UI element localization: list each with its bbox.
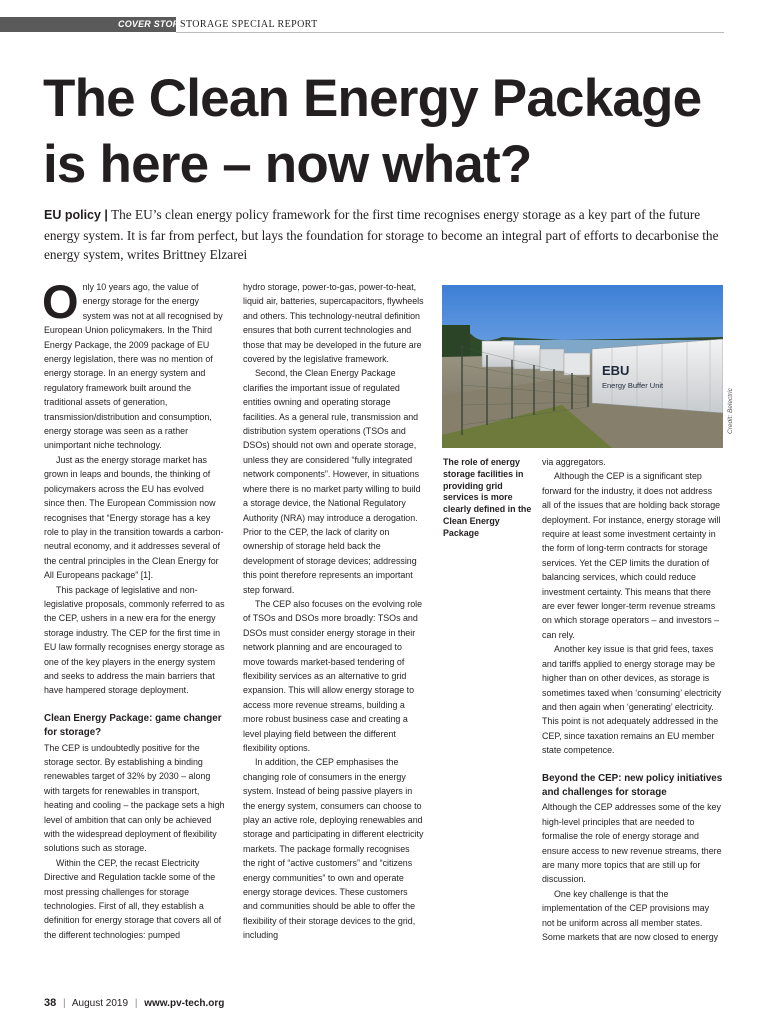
paragraph: Although the CEP addresses some of the key high-level principles that are needed to formalise the role of energy storage and ensure access to new revenue streams, there are many more topics that are still up for discussion. [542, 802, 722, 885]
standfirst-text: The EU’s clean energy policy framework for the first time recognises energy storage as a key part of the future energy system. It is far from perfect, but lays the foundation for storage to become an integral part of efforts to decarbonise the energy system, writes Brittney Elzarei [44, 207, 719, 262]
issue-date: August 2019 [71, 998, 129, 1009]
footer-separator: | [63, 998, 66, 1009]
paragraph: Second, the Clean Energy Package clarifies the important issue of regulated entities owning and operating storage facilities. As a general rule, transmission and distribution system operations (TSOs and DSOs) should not own and operate storage, unless they are considered “fully integrated network components”. However, in situations where there is no market party willing to build a storage device, the National Regulatory Authority (NRA) may introduce a derogation. Prior to the CEP, the lack of clarity on ownership of storage held back the development of storage devices; addressing this point therefore represents an important step forward. [243, 368, 421, 595]
paragraph: One key challenge is that the implementation of the CEP provisions may not be uniform across all member states. Some markets that are now closed to energy [542, 888, 719, 942]
page-footer [44, 997, 224, 1009]
column-1 [42, 275, 225, 942]
paragraph [42, 275, 225, 453]
footer-separator: | [134, 998, 138, 1009]
kicker: EU policy | [44, 208, 108, 222]
column-3 [542, 455, 723, 944]
subheading: Clean Energy Package: game changer for storage? [44, 712, 222, 739]
column-2 [243, 280, 424, 943]
section-title: STORAGE SPECIAL REPORT [180, 19, 318, 30]
drop-cap: O [42, 275, 79, 328]
cover-story-label: COVER STORY [118, 19, 186, 29]
subheading: Beyond the CEP: new policy initiatives and challenges for storage [542, 772, 723, 798]
page-number: 38 [44, 997, 57, 1009]
photo-illustration [442, 285, 723, 448]
ebu-subtitle: Energy Buffer Unit [602, 381, 664, 390]
paragraph: Just as the energy storage market has grown in leaps and bounds, the thinking of policymakers across the EU has evolved since then. The European Commission now recognises that “Energy storage has a key role to play in the transition towards a carbon-neutral economy, and it addresses several of the central principles in the Clean Energy for All Europeans package” [1]. [44, 454, 224, 581]
paragraph: via aggregators. [542, 457, 606, 467]
paragraph: Another key issue is that grid fees, taxes and tariffs applied to energy storage may be higher than on other devices, as storage is sometimes taxed when ‘consuming’ electricity and then again when ‘generating’ electricity. This point is not adequately addressed in the CEP, since taxation remains an EU member state competence. [542, 644, 722, 756]
paragraph-text: nly 10 years ago, the value of energy storage for the energy system was not at all recognised by European Union policymakers. In the Third Energy Package, the 2009 package of EU energy legislation, there was no mention of energy storage. In an energy system and regulatory framework built around the traditional assets of generation, transmission/distribution and consumption, energy storage was seen as a rather unimportant niche technology. [44, 282, 223, 451]
paragraph: The CEP also focuses on the evolving role of TSOs and DSOs more broadly: TSOs and DSOs must consider energy storage in their network planning and are encouraged to move towards market-based tendering of flexibility services as an alternative to grid expansion. This will allow energy storage to access more revenue streams, building a more robust business case and creating a level playing field between the different flexibility options. [243, 598, 423, 753]
title-line-1: The Clean Energy Package [43, 69, 702, 128]
photo-caption: The role of energy storage facilities in providing grid services is more clearly defined in the Clean Energy Package [443, 457, 532, 538]
paragraph: Although the CEP is a significant step forward for the industry, it does not address all of the issues that are holding back storage deployment. For instance, energy storage will require at least some investment certainty in the form of long-term contracts for storage services. Yet the CEP limits the duration of balancing services, which could reduce investment certainty. This means that there are ever fewer longer-term revenue streams on which storage operators – and investors – can rely. [542, 471, 721, 640]
storage-facility-photo [442, 285, 723, 448]
article-title [43, 66, 733, 198]
header-rule [176, 32, 724, 33]
paragraph: Within the CEP, the recast Electricity Directive and Regulation tackle some of the most pressing challenges for storage technologies. First of all, they establish a definition for energy storage that covers all of the different technologies: pumped [44, 857, 222, 940]
ebu-brand: EBU [602, 363, 630, 378]
photo-credit: Credit: Belectric [727, 388, 734, 434]
paragraph: The CEP is undoubtedly positive for the storage sector. By establishing a binding renewables target of 32% by 2030 – along with targets for renewables in transport, heating and cooling – the package sets a high level of ambition that can only be achieved with the widespread deployment of flexibility solutions such as storage. [44, 742, 225, 854]
paragraph: hydro storage, power-to-gas, power-to-heat, liquid air, batteries, supercapacitors, flywheels and others. This technology-neutral definition ensures that both current technologies and those that may be developed in the future are covered by the legislative framework. [243, 282, 424, 365]
title-line-2: is here – now what? [43, 135, 532, 194]
paragraph: This package of legislative and non-legislative proposals, commonly referred to as the CEP, ushers in a new era for the energy storage industry. The CEP for the first time in EU law formally recognises energy storage as one of the key players in the energy system and seeks to address the main barriers that have hampered storage deployment. [44, 584, 225, 696]
paragraph: In addition, the CEP emphasises the changing role of consumers in the energy system. Instead of being passive players in the energy system, consumers can choose to play an active role, deploying renewables and storage and participating in different electricity markets. The package formally recognises the right of “active customers” and “citizens energy communities” to own and operate energy storage devices. These customers and communities should be able to offer the flexibility of their storage devices to the grid, including [243, 757, 424, 941]
standfirst [44, 205, 728, 265]
website-link[interactable]: www.pv-tech.org [144, 998, 225, 1009]
